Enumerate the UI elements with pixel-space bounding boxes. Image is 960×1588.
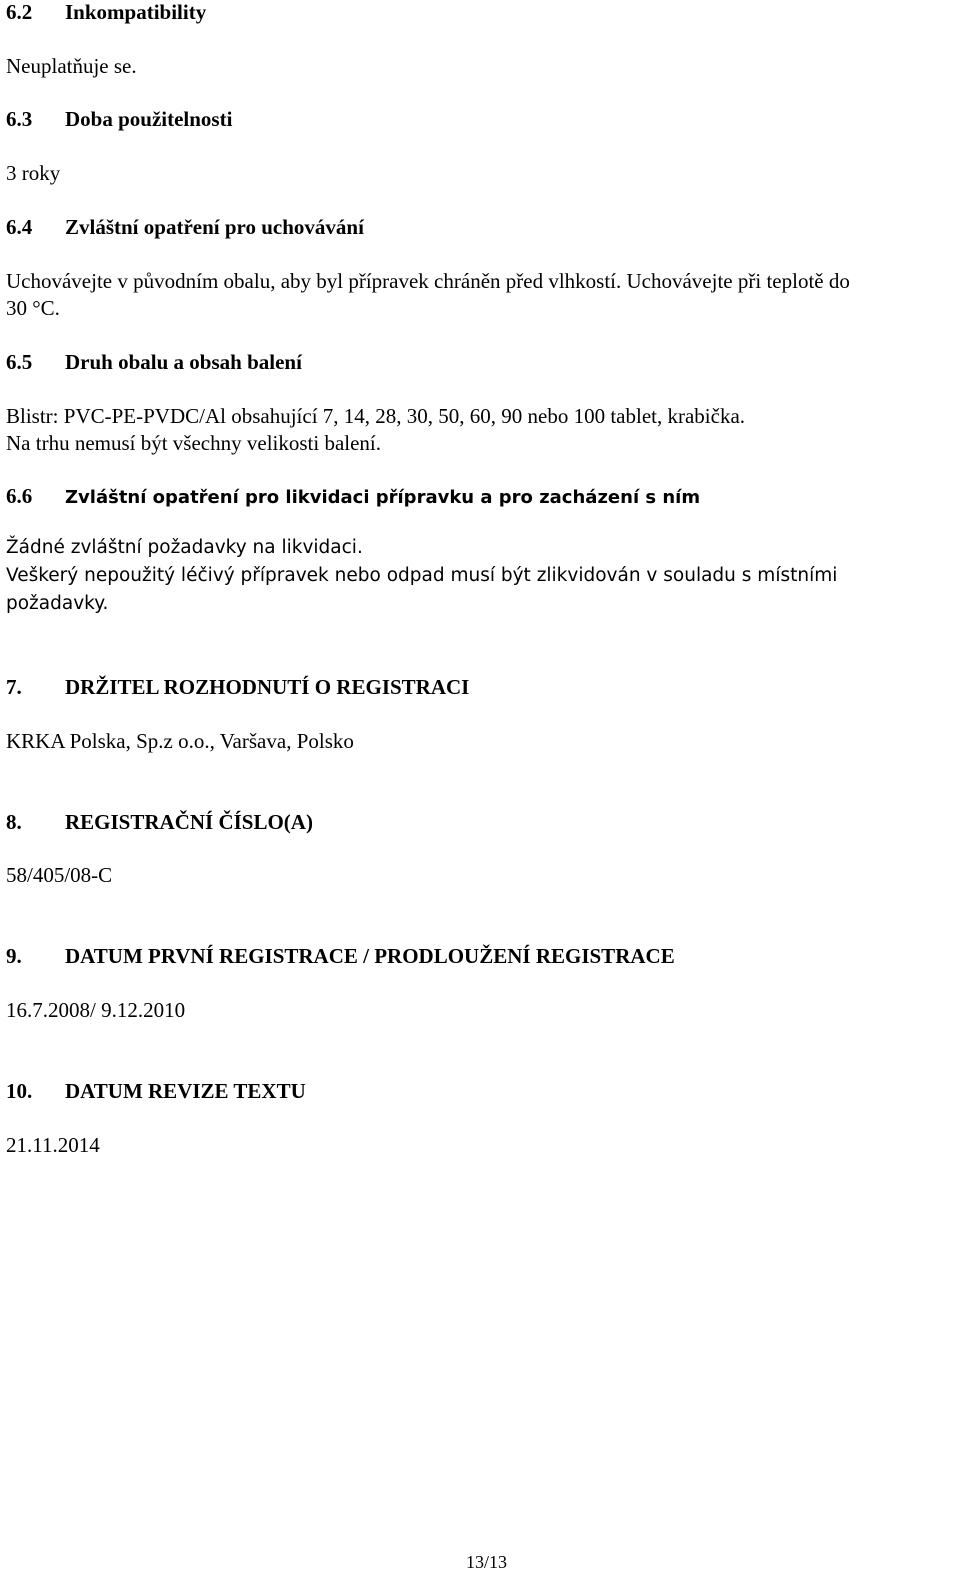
section-number: 6.2 xyxy=(6,0,33,24)
section-number: 6.4 xyxy=(6,215,33,239)
page-number: 13/13 xyxy=(466,1552,508,1572)
section-body: 3 roky xyxy=(6,161,61,185)
section-title: DATUM PRVNÍ REGISTRACE / PRODLOUŽENÍ REGISTRACE xyxy=(65,944,675,968)
section-heading-6-2 xyxy=(6,2,206,23)
section-heading-7 xyxy=(6,677,469,698)
section-body: Neuplatňuje se. xyxy=(6,54,137,78)
section-heading-6-5 xyxy=(6,352,302,373)
section-body: KRKA Polska, Sp.z o.o., Varšava, Polsko xyxy=(6,729,354,753)
section-heading-6-6 xyxy=(6,486,700,507)
section-body: 21.11.2014 xyxy=(6,1133,100,1157)
section-title: Druh obalu a obsah balení xyxy=(65,350,302,374)
section-title: DATUM REVIZE TEXTU xyxy=(65,1079,306,1103)
section-title: Zvláštní opatření pro likvidaci přípravku a pro zacházení s ním xyxy=(65,487,701,508)
section-title: REGISTRAČNÍ ČÍSLO(A) xyxy=(65,810,313,834)
section-number: 10. xyxy=(6,1079,33,1103)
section-heading-10 xyxy=(6,1081,306,1102)
section-body: Uchovávejte v původním obalu, aby byl přípravek chráněn před vlhkostí. Uchovávejte při teplotě do xyxy=(6,269,850,293)
section-title: Inkompatibility xyxy=(65,0,207,24)
section-body: Na trhu nemusí být všechny velikosti balení. xyxy=(6,431,382,455)
section-body: Blistr: PVC-PE-PVDC/Al obsahující 7, 14, 28, 30, 50, 60, 90 nebo 100 tablet, krabička. xyxy=(6,404,746,428)
section-body: 58/405/08-C xyxy=(6,863,113,887)
section-heading-6-4 xyxy=(6,217,364,238)
section-number: 6.3 xyxy=(6,107,33,131)
section-number: 8. xyxy=(6,810,22,834)
section-body: Veškerý nepoužitý léčivý přípravek nebo odpad musí být zlikvidován v souladu s místními xyxy=(6,565,838,586)
section-heading-6-3 xyxy=(6,109,232,130)
section-body: 30 °C. xyxy=(6,296,60,320)
section-body: 16.7.2008/ 9.12.2010 xyxy=(6,998,186,1022)
section-title: DRŽITEL ROZHODNUTÍ O REGISTRACI xyxy=(65,675,470,699)
section-heading-9 xyxy=(6,946,675,967)
section-number: 9. xyxy=(6,944,22,968)
section-number: 6.5 xyxy=(6,350,33,374)
section-body: Žádné zvláštní požadavky na likvidaci. xyxy=(6,537,363,558)
section-title: Doba použitelnosti xyxy=(65,107,233,131)
section-number: 6.6 xyxy=(6,484,33,508)
section-title: Zvláštní opatření pro uchovávání xyxy=(65,215,364,239)
section-body: požadavky. xyxy=(6,593,109,614)
section-number: 7. xyxy=(6,675,22,699)
section-heading-8 xyxy=(6,812,313,833)
